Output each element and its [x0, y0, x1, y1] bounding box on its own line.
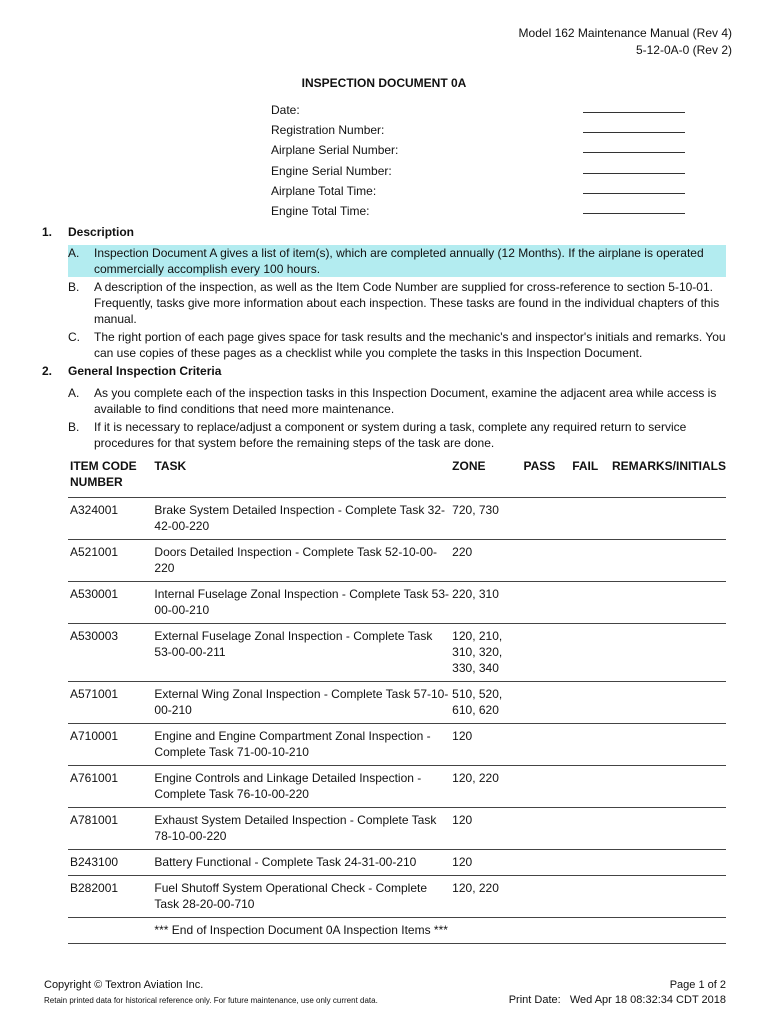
table-row: [68, 808, 726, 850]
form-row-engine-time: [271, 203, 691, 223]
zone: 510, 520, 610, 620: [450, 682, 521, 724]
fail-cell: [570, 766, 610, 808]
item-text: If it is necessary to replace/adjust a component or system during a task, complete any required return to service procedures for that system before the remaining steps of the task are done.: [94, 420, 687, 450]
col-item-code: ITEM CODE NUMBER: [68, 456, 152, 498]
task: Exhaust System Detailed Inspection - Complete Task 78-10-00-220: [152, 808, 450, 850]
blank-line: [583, 112, 685, 113]
fail-cell: [570, 582, 610, 624]
task: External Fuselage Zonal Inspection - Complete Task 53-00-00-211: [152, 624, 450, 682]
remarks-cell: [610, 766, 726, 808]
pass-cell: [521, 624, 570, 682]
list-item-2a: [68, 385, 726, 417]
retain-note: Retain printed data for historical reference only. For future maintenance, use only current data.: [44, 996, 378, 1005]
table-row: [68, 624, 726, 682]
remarks-cell: [610, 540, 726, 582]
table-row: [68, 766, 726, 808]
section-title: General Inspection Criteria: [68, 364, 222, 378]
item-letter: B.: [68, 420, 80, 434]
table-end-row: [68, 918, 726, 944]
form-label: Engine Serial Number:: [271, 163, 392, 178]
item-letter: B.: [68, 280, 80, 294]
item-code: A324001: [68, 498, 152, 540]
form-row-registration: [271, 122, 691, 142]
list-item-1c: [68, 329, 726, 361]
document-header: [519, 25, 732, 59]
form-label: Registration Number:: [271, 123, 385, 138]
zone: 220: [450, 540, 521, 582]
table-row: [68, 850, 726, 876]
pass-cell: [521, 540, 570, 582]
fail-cell: [570, 682, 610, 724]
zone: 720, 730: [450, 498, 521, 540]
remarks-cell: [610, 876, 726, 918]
remarks-cell: [610, 808, 726, 850]
col-task: TASK: [152, 456, 450, 498]
col-fail: FAIL: [570, 456, 610, 498]
record-form: [271, 102, 691, 223]
zone: 120, 220: [450, 766, 521, 808]
item-code: A761001: [68, 766, 152, 808]
col-remarks: REMARKS/INITIALS: [610, 456, 726, 498]
document-number: 5-12-0A-0 (Rev 2): [635, 43, 732, 57]
remarks-cell: [610, 724, 726, 766]
blank-line: [583, 213, 685, 214]
section-number: 2.: [42, 364, 53, 378]
zone: 120, 210, 310, 320, 330, 340: [450, 624, 521, 682]
form-row-date: [271, 102, 691, 122]
pass-cell: [521, 582, 570, 624]
item-code: A571001: [68, 682, 152, 724]
form-label: Airplane Serial Number:: [271, 143, 399, 158]
task: External Wing Zonal Inspection - Complete Task 57-10-00-210: [152, 682, 450, 724]
item-code: A521001: [68, 540, 152, 582]
table-row: [68, 582, 726, 624]
item-code: A781001: [68, 808, 152, 850]
remarks-cell: [610, 624, 726, 682]
pass-cell: [521, 766, 570, 808]
form-label: Airplane Total Time:: [271, 183, 377, 198]
col-pass: PASS: [521, 456, 570, 498]
task: Doors Detailed Inspection - Complete Task 52-10-00-220: [152, 540, 450, 582]
remarks-cell: [610, 582, 726, 624]
fail-cell: [570, 876, 610, 918]
copyright: Copyright © Textron Aviation Inc.: [44, 979, 204, 991]
item-text: As you complete each of the inspection tasks in this Inspection Document, examine the adjacent area while access is available to find conditions that need more maintenance.: [94, 386, 717, 416]
col-zone: ZONE: [450, 456, 521, 498]
blank-line: [583, 132, 685, 133]
footer-left: [44, 978, 378, 1008]
item-code: A710001: [68, 724, 152, 766]
fail-cell: [570, 850, 610, 876]
end-note: *** End of Inspection Document 0A Inspection Items ***: [152, 918, 726, 944]
table-row: [68, 540, 726, 582]
form-row-airplane-serial: [271, 142, 691, 162]
table-row: [68, 682, 726, 724]
form-row-engine-serial: [271, 163, 691, 183]
task: Engine Controls and Linkage Detailed Inspection - Complete Task 76-10-00-220: [152, 766, 450, 808]
pass-cell: [521, 876, 570, 918]
item-text: Inspection Document A gives a list of item(s), which are completed annually (12 Months). If the airplane is operated commercially accomplish every 100 hours.: [94, 246, 704, 276]
pass-cell: [521, 498, 570, 540]
zone: 120: [450, 808, 521, 850]
item-letter: A.: [68, 386, 80, 400]
form-label: Date:: [271, 103, 300, 117]
item-code: B282001: [68, 876, 152, 918]
task: Engine and Engine Compartment Zonal Inspection - Complete Task 71-00-10-210: [152, 724, 450, 766]
remarks-cell: [610, 850, 726, 876]
table-row: [68, 876, 726, 918]
list-item-1b: [68, 279, 726, 327]
pass-cell: [521, 724, 570, 766]
page-title: INSPECTION DOCUMENT 0A: [301, 76, 467, 90]
item-text: The right portion of each page gives space for task results and the mechanic's and inspector's initials and remarks. You can use copies of these pages as a checklist while you complete the tasks in this Inspection Document.: [94, 330, 726, 360]
item-letter: C.: [68, 330, 80, 344]
table-header-row: [68, 456, 726, 498]
fail-cell: [570, 808, 610, 850]
table-row: [68, 724, 726, 766]
task: Internal Fuselage Zonal Inspection - Complete Task 53-00-00-210: [152, 582, 450, 624]
item-code: A530001: [68, 582, 152, 624]
blank-line: [583, 193, 685, 194]
zone: 120: [450, 724, 521, 766]
print-date: Print Date: Wed Apr 18 08:32:34 CDT 2018: [508, 994, 726, 1006]
form-row-airplane-time: [271, 183, 691, 203]
blank-line: [583, 152, 685, 153]
list-item-2b: [68, 419, 726, 451]
remarks-cell: [610, 682, 726, 724]
pass-cell: [521, 808, 570, 850]
inspection-items-table: [68, 456, 726, 944]
zone: 120: [450, 850, 521, 876]
task: Battery Functional - Complete Task 24-31-00-210: [152, 850, 450, 876]
item-code: A530003: [68, 624, 152, 682]
fail-cell: [570, 724, 610, 766]
pass-cell: [521, 682, 570, 724]
table-row: [68, 498, 726, 540]
remarks-cell: [610, 498, 726, 540]
section-number: 1.: [42, 225, 53, 239]
item-letter: A.: [68, 246, 80, 260]
footer-right: [509, 978, 726, 1008]
fail-cell: [570, 624, 610, 682]
page-number: Page 1 of 2: [669, 979, 726, 991]
zone: 120, 220: [450, 876, 521, 918]
list-item-1a: [68, 245, 726, 277]
zone: 220, 310: [450, 582, 521, 624]
item-code: B243100: [68, 850, 152, 876]
fail-cell: [570, 540, 610, 582]
task: Fuel Shutoff System Operational Check - Complete Task 28-20-00-710: [152, 876, 450, 918]
blank-line: [583, 173, 685, 174]
task: Brake System Detailed Inspection - Complete Task 32-42-00-220: [152, 498, 450, 540]
section-title: Description: [68, 225, 135, 239]
manual-title: Model 162 Maintenance Manual (Rev 4): [518, 26, 732, 40]
form-label: Engine Total Time:: [271, 203, 370, 218]
pass-cell: [521, 850, 570, 876]
item-text: A description of the inspection, as well as the Item Code Number are supplied for cross-reference to section 5-10-01. Frequently, tasks give more information about each inspection. These tasks are found in the individual chapters of this manual.: [94, 280, 720, 326]
fail-cell: [570, 498, 610, 540]
